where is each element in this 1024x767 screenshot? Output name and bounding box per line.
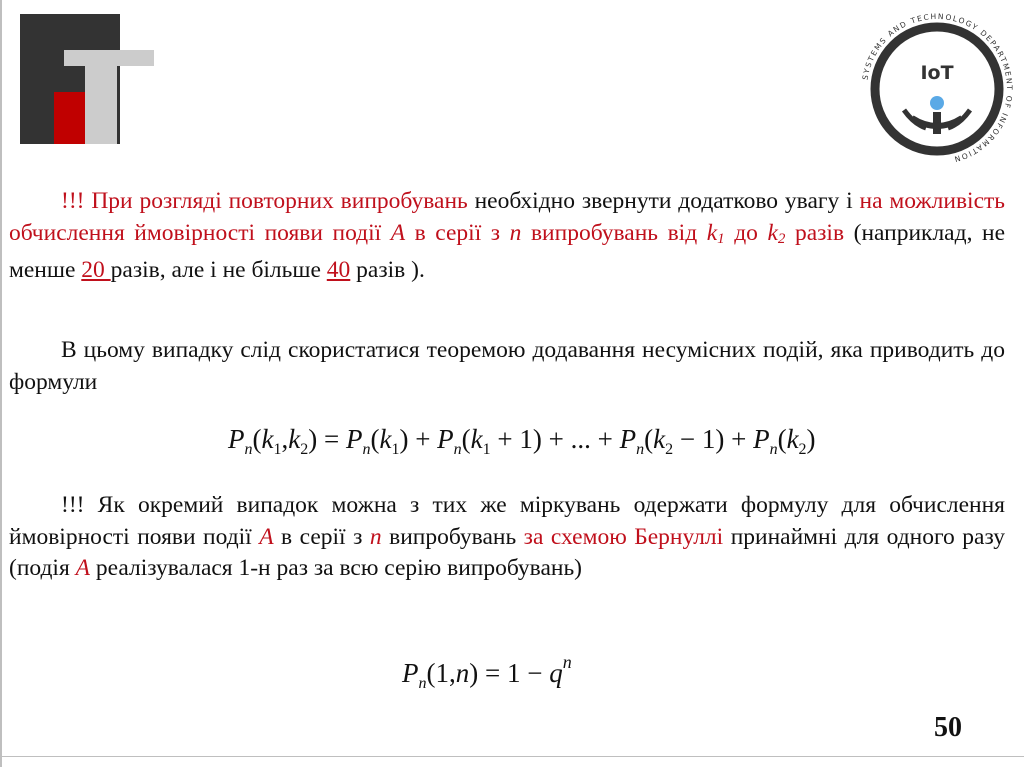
f1-symbol: n <box>244 441 253 458</box>
f1-symbol: n <box>769 441 778 458</box>
f1-symbol: P <box>753 424 770 454</box>
seal-ring-text: SYSTEMS AND TECHNOLOGY DEPARTMENT OF INFORMATION <box>860 11 1015 165</box>
f1-symbol: P <box>437 424 454 454</box>
f1-symbol: + <box>724 424 754 454</box>
f2-symbol: = 1 − <box>478 658 550 688</box>
f1-symbol: ) <box>308 424 318 454</box>
para1-text: необхідно звернути додатково увагу і <box>467 188 860 214</box>
seal-iot-text: IoT <box>920 62 954 84</box>
f1-symbol: + <box>408 424 438 454</box>
f1-symbol: ( <box>644 424 654 454</box>
para3-text: !!! Як окремий випадок можна з тих же міркувань одержати формулу для обчислення ймовірності появи події <box>9 492 1005 550</box>
para3-event-a: A <box>259 523 274 550</box>
frame-line-bottom <box>0 756 1024 757</box>
para3-text: випробувань <box>381 523 524 550</box>
f2-symbol: n <box>562 652 572 672</box>
f1-symbol: n <box>362 441 371 458</box>
para1-var-n: n <box>509 219 522 246</box>
para1-text: разів ). <box>350 257 425 283</box>
para1-sub-1: 1 <box>717 230 725 247</box>
para3-text: реалізувалася 1-н раз за всю серію випробувань) <box>90 555 583 581</box>
f1-symbol: + <box>597 424 620 454</box>
f1-symbol: , <box>281 424 289 454</box>
f2-symbol: ) <box>469 658 479 688</box>
para1-text: (наприклад, не менше <box>9 219 1006 283</box>
iot-seal-icon <box>854 6 1020 172</box>
para1-var-k1: k <box>706 219 718 246</box>
para1-text: разів, але і не більше <box>110 257 327 283</box>
para1-highlight: на можливість обчислення ймовірності появи події <box>9 188 1006 246</box>
para3-text: принаймні для одного разу (подія <box>9 523 1005 581</box>
f1-symbol: n <box>636 441 645 458</box>
f1-symbol: ... <box>570 424 598 454</box>
para3-text: в серії з <box>273 523 370 550</box>
para1-var-k2: k <box>767 219 778 246</box>
f1-symbol: ( <box>777 424 787 454</box>
f1-symbol: P <box>619 424 637 454</box>
f1-symbol: ( <box>252 424 262 454</box>
f1-symbol: 2 <box>665 441 674 458</box>
para1-highlight: в серії з <box>405 219 510 246</box>
formula-at-least-once <box>402 652 572 693</box>
f1-symbol: ( <box>461 424 471 454</box>
paragraph-addition-theorem: В цьому випадку слід скористатися теоремою додавання несумісних подій, яка приводить до формули <box>9 337 1005 395</box>
svg-text:SYSTEMS AND TECHNOLOGY DEPARTM <box>861 12 1014 164</box>
f1-symbol: ) <box>399 424 409 454</box>
para3-var-n: n <box>369 523 382 550</box>
para3-bernoulli-scheme: за схемою Бернуллі <box>523 523 724 550</box>
para1-highlight: випробувань від <box>521 219 707 246</box>
para3-event-a: A <box>75 555 91 581</box>
f2-symbol: q <box>549 658 563 688</box>
f1-symbol: 2 <box>300 441 309 458</box>
f1-symbol: k <box>786 424 799 454</box>
para1-highlight: разів <box>785 219 845 246</box>
para1-highlight: до <box>724 219 768 246</box>
f2-symbol: n <box>418 675 427 692</box>
f1-symbol: k <box>379 424 392 454</box>
para1-max-value: 40 <box>326 257 351 283</box>
f1-symbol: ) <box>715 424 725 454</box>
page-number: 50 <box>934 712 962 743</box>
frame-line-left <box>0 0 2 767</box>
f1-symbol: n <box>453 441 462 458</box>
f2-symbol: (1, <box>426 658 456 688</box>
f2-symbol: P <box>402 658 419 688</box>
f1-symbol: k <box>653 424 666 454</box>
f1-symbol: − 1 <box>673 424 716 454</box>
para1-event-a: A <box>390 219 406 246</box>
f1-symbol: k <box>470 424 483 454</box>
f1-symbol: ) <box>532 424 542 454</box>
ft-logo-icon <box>20 14 154 146</box>
para1-min-value: 20 <box>81 257 111 283</box>
f1-symbol: k <box>288 424 301 454</box>
f1-symbol: + <box>541 424 571 454</box>
paragraph-bernoulli-case <box>9 490 1005 585</box>
f1-symbol: ) <box>806 424 816 454</box>
f1-symbol: 1 <box>391 441 400 458</box>
f1-symbol: P <box>228 424 245 454</box>
f1-symbol: k <box>261 424 274 454</box>
f1-symbol: + 1 <box>490 424 533 454</box>
f1-symbol: ( <box>370 424 380 454</box>
f2-symbol: n <box>455 658 470 688</box>
para1-highlight-intro: !!! При розгляді повторних випробувань <box>61 188 468 214</box>
paragraph-repeated-trials <box>9 186 1005 287</box>
para1-sub-2: 2 <box>777 230 786 247</box>
f1-symbol: 2 <box>798 441 807 458</box>
f1-symbol: 1 <box>482 441 491 458</box>
f1-symbol: = <box>317 424 346 454</box>
f1-symbol: P <box>345 424 363 454</box>
formula-sum-probabilities <box>228 424 816 459</box>
f1-symbol: 1 <box>273 441 282 458</box>
